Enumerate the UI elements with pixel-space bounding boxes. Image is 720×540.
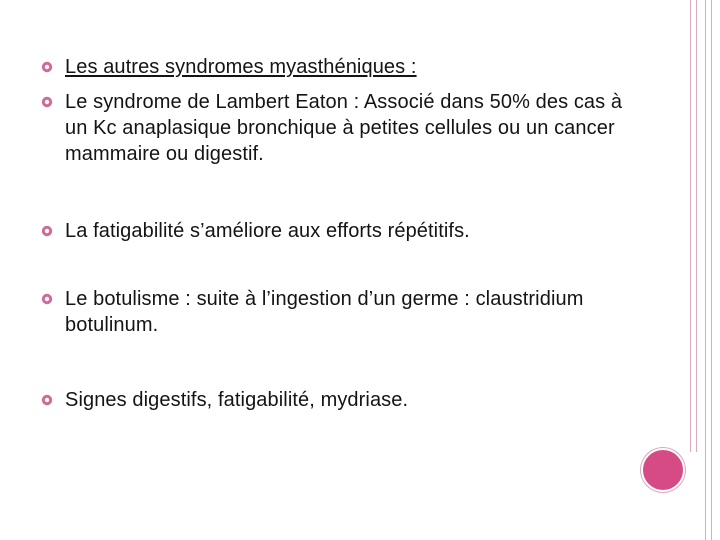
decorative-line	[696, 0, 697, 452]
bullet-text: Le botulisme : suite à l’ingestion d’un germe : claustridium botulinum.	[65, 288, 584, 336]
bullet-item	[40, 387, 408, 413]
gear-bullet-icon	[40, 224, 54, 238]
decorative-circle	[641, 448, 685, 492]
bullet-item	[40, 89, 640, 167]
gear-bullet-icon	[40, 60, 54, 74]
bullet-item	[40, 286, 640, 338]
decorative-line	[690, 0, 691, 452]
decorative-line	[705, 0, 706, 540]
gear-bullet-icon	[40, 95, 54, 109]
bullet-text: La fatigabilité s’améliore aux efforts répétitifs.	[65, 220, 470, 242]
bullet-text: Les autres syndromes myasthéniques :	[65, 56, 417, 78]
bullet-text: Signes digestifs, fatigabilité, mydriase.	[65, 389, 409, 411]
gear-bullet-icon	[40, 292, 54, 306]
bullet-item	[40, 218, 470, 244]
gear-bullet-icon	[40, 393, 54, 407]
bullet-text: Le syndrome de Lambert Eaton : Associé dans 50% des cas à un Kc anaplasique bronchique à petites cellules ou un cancer mammaire ou digestif.	[65, 91, 623, 165]
bullet-heading	[40, 54, 417, 80]
decorative-line	[711, 0, 712, 540]
